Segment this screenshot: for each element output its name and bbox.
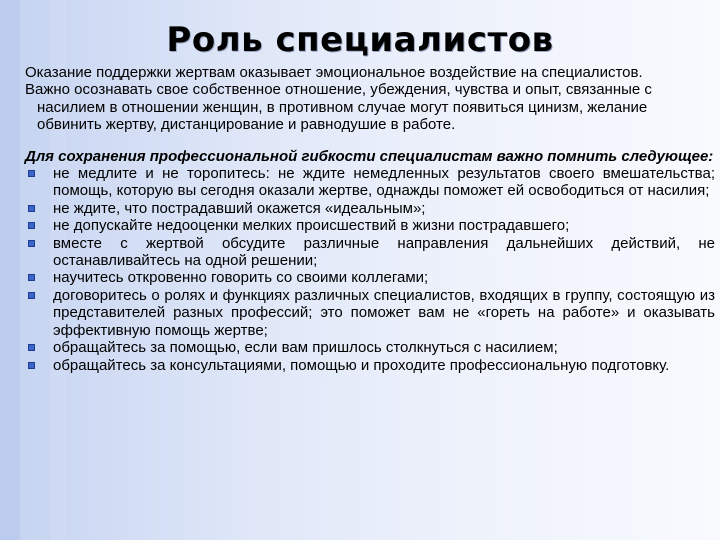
- list-item: [25, 339, 715, 356]
- list-item: [25, 269, 715, 286]
- slide-content: [25, 64, 715, 374]
- list-item: [25, 217, 715, 234]
- paragraph-impact: Оказание поддержки жертвам оказывает эмоциональное воздействие на специалистов.: [25, 64, 643, 81]
- list-item: [25, 200, 715, 217]
- list-item-text: обращайтесь за помощью, если вам пришлось столкнуться с насилием;: [53, 339, 558, 357]
- list-item-text: не медлите и не торопитесь: не ждите немедленных результатов своего вмешательства; помощь, которую вы сегодня оказали жертве, однажды поможет ей освободиться от насилия;: [53, 165, 715, 200]
- square-bullet-icon: [28, 205, 35, 212]
- square-bullet-icon: [28, 240, 35, 247]
- list-item-text: не допускайте недооценки мелких происшествий в жизни пострадавшего;: [53, 217, 570, 235]
- slide-title: Роль специалистов: [166, 20, 554, 60]
- square-bullet-icon: [28, 222, 35, 229]
- list-item: [25, 287, 715, 339]
- spacer: [25, 134, 715, 148]
- list-item: [25, 235, 715, 270]
- square-bullet-icon: [28, 274, 35, 281]
- list-item-text: научитесь откровенно говорить со своими коллегами;: [53, 269, 429, 287]
- emphasis-heading: Для сохранения профессиональной гибкости специалистам важно помнить следующее:: [25, 147, 714, 165]
- list-item-text: договоритесь о ролях и функциях различных специалистов, входящих в группу, состоящую из представителей разных профессий; это поможет вам не «гореть на работе» и оказывать эффективную помощь жертве;: [53, 286, 715, 339]
- paragraph-awareness: Важно осознавать свое собственное отношение, убеждения, чувства и опыт, связанные с насилием в отношении женщин, в противном случае могут появиться цинизм, желание обвинить жертву, дистанцирование и равнодушие в работе.: [25, 81, 652, 134]
- bullet-list: [25, 165, 715, 374]
- square-bullet-icon: [28, 362, 35, 369]
- list-item-text: вместе с жертвой обсудите различные направления дальнейших действий, не останавливайтесь на одной решении;: [53, 234, 715, 270]
- square-bullet-icon: [28, 170, 35, 177]
- list-item: [25, 165, 715, 200]
- square-bullet-icon: [28, 292, 35, 299]
- square-bullet-icon: [28, 344, 35, 351]
- list-item-text: не ждите, что пострадавший окажется «идеальным»;: [53, 199, 426, 217]
- list-item: [25, 357, 715, 374]
- list-item-text: обращайтесь за консультациями, помощью и проходите профессиональную подготовку.: [53, 356, 670, 374]
